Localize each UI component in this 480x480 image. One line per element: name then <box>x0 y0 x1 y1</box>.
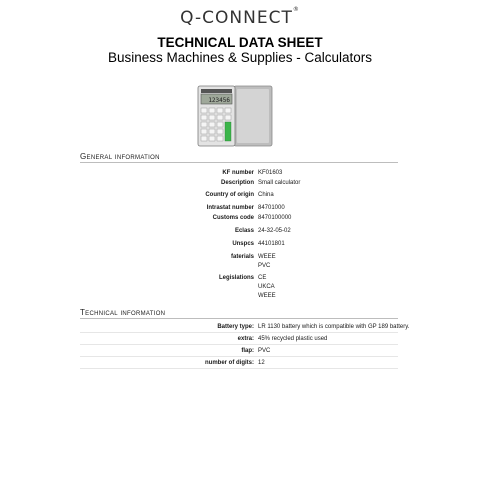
row-extra <box>80 334 398 345</box>
flap-value: PVC <box>258 348 271 354</box>
calculator-image <box>196 84 274 148</box>
technical-information-heading: Technical information <box>80 308 398 319</box>
row-number-of-digits <box>80 358 398 369</box>
extra-label: extra: <box>237 336 254 342</box>
brand-logo <box>0 8 480 28</box>
page-subtitle: Business Machines & Supplies - Calculators <box>107 50 373 65</box>
battery-type-value: LR 1130 battery which is compatible with GP 189 battery. <box>258 324 410 330</box>
number-of-digits-label: number of digits: <box>205 360 254 366</box>
description-value: Small calculator <box>258 180 301 186</box>
brand-logo-text: Q-CONNECT <box>180 8 293 28</box>
legislations-value-1: CE <box>258 275 267 281</box>
materials-label: faterials <box>230 254 254 260</box>
number-of-digits-value: 12 <box>258 360 265 366</box>
flap-label: flap: <box>241 348 254 354</box>
customs-code-value: 8470100000 <box>258 215 292 221</box>
unspcs-value: 44101801 <box>258 241 285 247</box>
row-battery-type <box>80 322 410 333</box>
materials-value-2: PVC <box>258 263 271 269</box>
intrastat-number-value: 84701000 <box>258 205 285 211</box>
kf-number-value: KF01603 <box>258 170 283 176</box>
registered-mark: ® <box>292 6 300 13</box>
svg-text:123456: 123456 <box>208 97 230 104</box>
legislations-label: Legislations <box>218 275 254 281</box>
eclass-label: Eclass <box>234 228 254 234</box>
intrastat-number-label: Intrastat number <box>206 205 254 211</box>
eclass-value: 24-32-05-02 <box>258 228 291 234</box>
country-of-origin-value: China <box>258 192 274 198</box>
materials-value-1: WEEE <box>258 254 276 260</box>
general-information-heading: General information <box>80 152 398 163</box>
customs-code-label: Customs code <box>212 215 254 221</box>
extra-value: 45% recycled plastic used <box>258 336 328 342</box>
description-label: Description <box>220 180 254 186</box>
unspcs-label: Unspcs <box>232 241 254 247</box>
row-flap <box>80 346 398 357</box>
page-title: TECHNICAL DATA SHEET <box>157 35 323 50</box>
country-of-origin-label: Country of origin <box>205 192 254 198</box>
battery-type-label: Battery type: <box>217 324 254 330</box>
legislations-value-3: WEEE <box>258 293 276 299</box>
kf-number-label: KF number <box>222 170 254 176</box>
legislations-value-2: UKCA <box>258 284 275 290</box>
